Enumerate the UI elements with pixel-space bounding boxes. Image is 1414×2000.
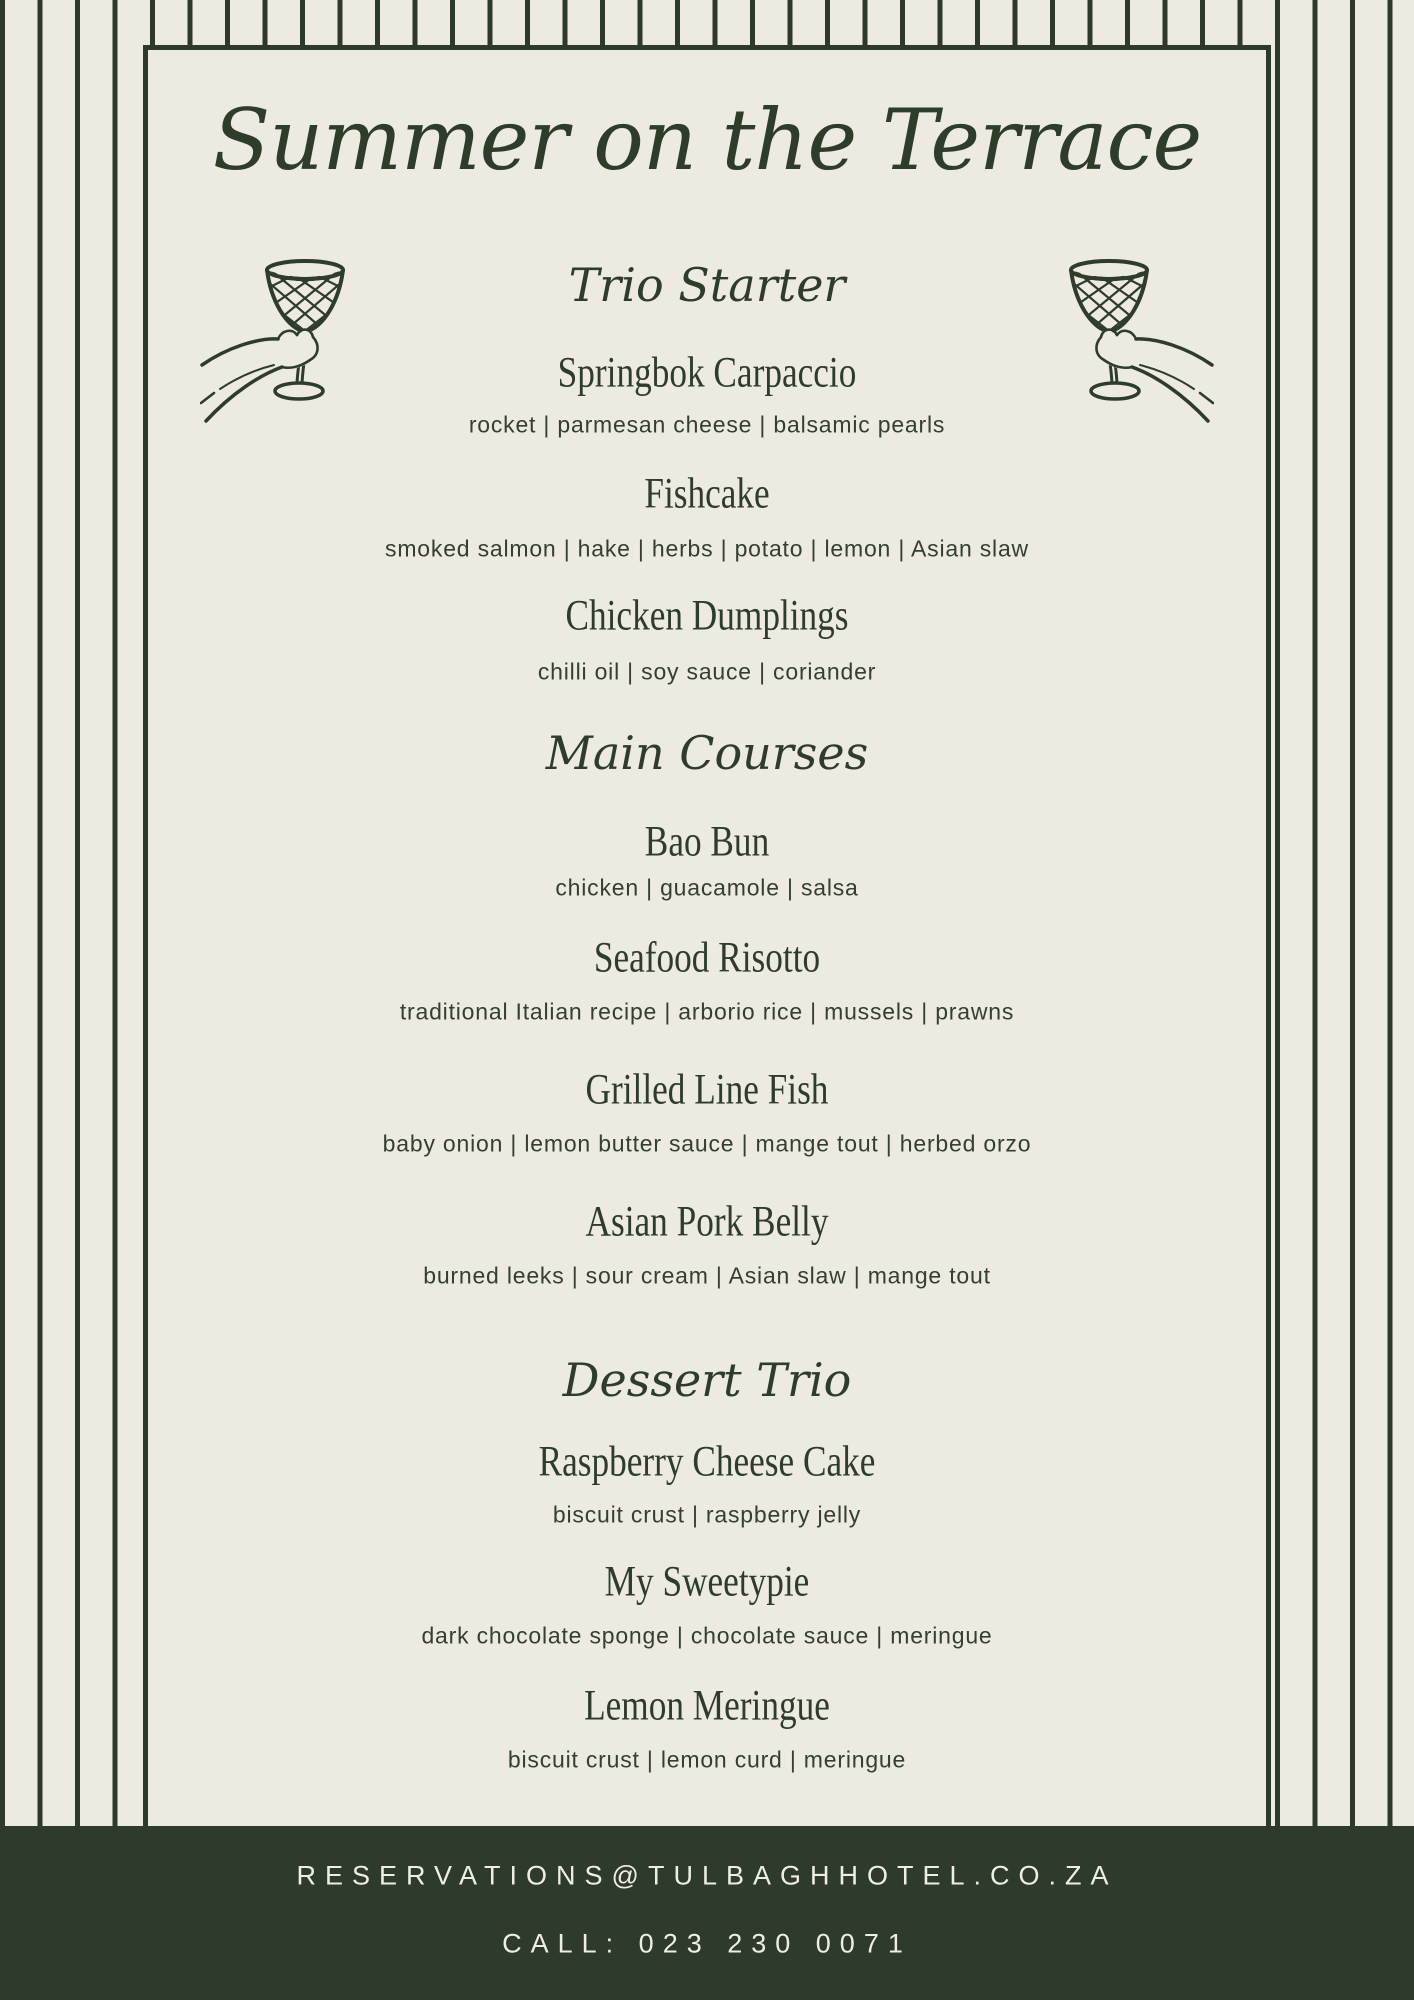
dish-desc: chicken | guacamole | salsa: [555, 874, 859, 901]
section-heading-main-courses: Main Courses: [545, 726, 869, 780]
dish-name: Chicken Dumplings: [565, 592, 849, 640]
reservations-email: RESERVATIONS@TULBAGHHOTEL.CO.ZA: [296, 1860, 1118, 1891]
dish-desc: biscuit crust | lemon curd | meringue: [507, 1746, 907, 1773]
footer-band: [0, 1826, 1414, 2000]
dish-name: Asian Pork Belly: [585, 1198, 829, 1246]
dish-name: Fishcake: [644, 470, 770, 518]
dish-name: Springbok Carpaccio: [557, 349, 857, 397]
dish-desc: burned leeks | sour cream | Asian slaw | mange tout: [423, 1262, 991, 1289]
section-heading-trio-starter: Trio Starter: [568, 258, 846, 312]
dish-name: My Sweetypie: [604, 1558, 810, 1606]
menu-title: Summer on the Terrace: [212, 91, 1202, 189]
phone-number: CALL: 023 230 0071: [502, 1928, 912, 1959]
dish-name: Lemon Meringue: [584, 1682, 830, 1730]
dish-name: Grilled Line Fish: [585, 1066, 829, 1114]
dish-desc: smoked salmon | hake | herbs | potato | lemon | Asian slaw: [385, 535, 1029, 562]
dish-name: Bao Bun: [644, 818, 770, 866]
dish-name: Raspberry Cheese Cake: [538, 1438, 876, 1486]
dish-desc: dark chocolate sponge | chocolate sauce | meringue: [421, 1622, 993, 1649]
dish-desc: chilli oil | soy sauce | coriander: [537, 658, 877, 685]
hand-raising-glass-icon: [200, 243, 370, 428]
dish-name: Seafood Risotto: [593, 934, 821, 982]
section-heading-dessert-trio: Dessert Trio: [562, 1353, 852, 1407]
hand-raising-glass-icon: [1044, 243, 1214, 428]
dish-desc: traditional Italian recipe | arborio rice | mussels | prawns: [399, 998, 1015, 1025]
dish-desc: baby onion | lemon butter sauce | mange tout | herbed orzo: [382, 1130, 1032, 1157]
dish-desc: rocket | parmesan cheese | balsamic pearls: [468, 411, 946, 438]
dish-desc: biscuit crust | raspberry jelly: [552, 1501, 862, 1528]
